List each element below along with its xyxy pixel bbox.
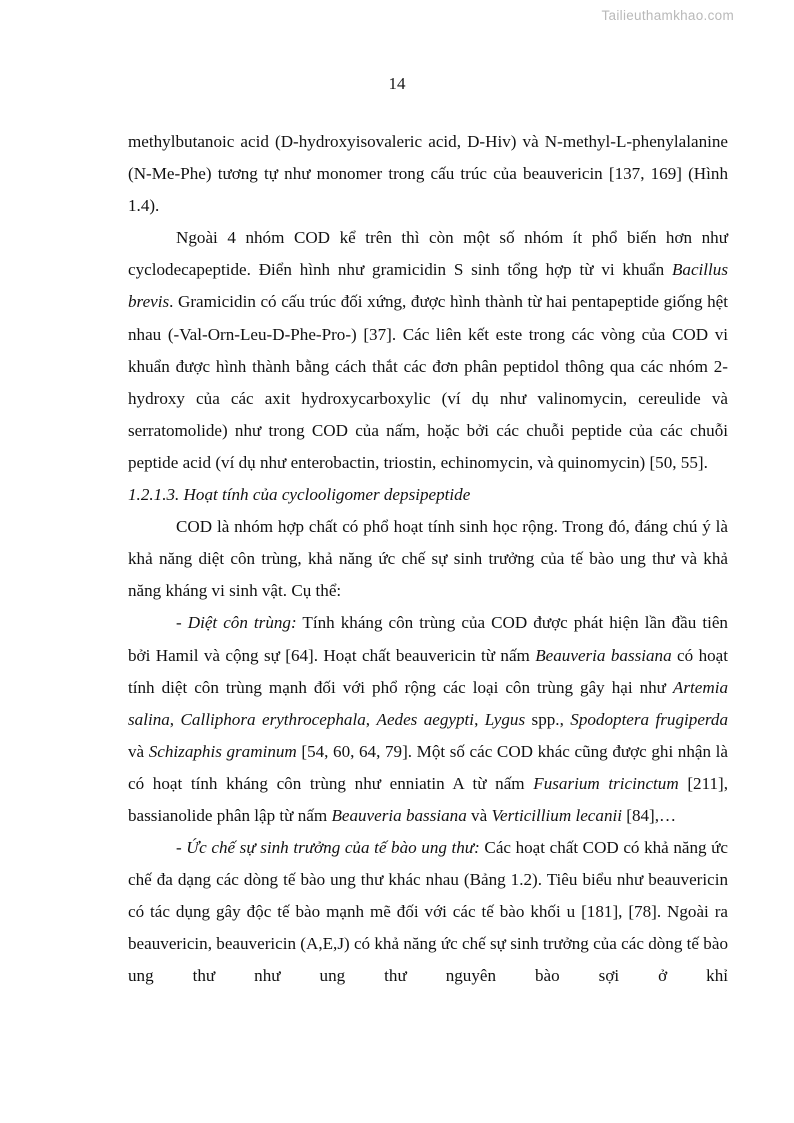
paragraph-continuation: methylbutanoic acid (D-hydroxyisovaleric acid, D-Hiv) và N-methyl-L-phenylalanine (N-Me-Phe) tương tự như monomer trong cấu trúc của beauvericin [137, 169] (Hình 1.4). [128, 132, 728, 216]
paragraph-insecticidal: - Diệt côn trùng: Tính kháng côn trùng của COD được phát hiện lần đầu tiên bởi Hamil và cộng sự [64]. Hoạt chất beauvericin từ nấm Beauveria bassiana có hoạt tính diệt côn trùng mạnh đối với phổ rộng các loại côn trùng gây hại như Artemia salina, Calliphora erythrocephala, Aedes aegypti, Lygus spp., Spodoptera frugiperda và Schizaphis graminum [54, 60, 64, 79]. Một số các COD khác cũng được ghi nhận là có hoạt tính kháng côn trùng như enniatin A từ nấm Fusarium tricinctum [211], bassianolide phân lập từ nấm Beauveria bassiana và Verticillium lecanii [84],… [128, 613, 729, 825]
paragraph-anticancer: - Ức chế sự sinh trưởng của tế bào ung thư: Các hoạt chất COD có khả năng ức chế đa dạng các dòng tế bào ung thư khác nhau (Bảng 1.2). Tiêu biểu như beauvericin có tác dụng gây độc tế bào mạnh mẽ đối với các tế bào khối u [181], [78]. Ngoài ra beauvericin, beauvericin (A,E,J) có khả năng ức chế sự sinh trưởng của các dòng tế bào ung thư như ung thư nguyên bào sợi ở khỉ [128, 838, 729, 986]
section-heading-1-2-1-3: 1.2.1.3. Hoạt tính của cyclooligomer depsipeptide [128, 485, 471, 505]
page-number: 14 [388, 74, 406, 93]
paragraph-cod-groups: Ngoài 4 nhóm COD kể trên thì còn một số nhóm ít phổ biến hơn như cyclodecapeptide. Điển hình như gramicidin S sinh tổng hợp từ vi khuẩn Bacillus brevis. Gramicidin có cấu trúc đối xứng, được hình thành từ hai pentapeptide giống hệt nhau (-Val-Orn-Leu-D-Phe-Pro-) [37]. Các liên kết este trong các vòng của COD vi khuẩn được hình thành bằng cách thắt các đơn phân peptidol thông qua các nhóm 2-hydroxy của các axit hydroxycarboxylic (ví dụ như valinomycin, cereulide và serratomolide) như trong COD của nấm, hoặc bởi các chuỗi peptide của các chuỗi peptide acid (ví dụ như enterobactin, triostin, echinomycin, và quinomycin) [50, 55]. [128, 228, 728, 472]
paragraph-bioactivity-intro: COD là nhóm hợp chất có phổ hoạt tính sinh học rộng. Trong đó, đáng chú ý là khả năng diệt côn trùng, khả năng ức chế sự sinh trưởng của tế bào ung thư và khả năng kháng vi sinh vật. Cụ thể: [128, 517, 728, 601]
page-body [128, 126, 728, 993]
watermark-text: Tailieuthamkhao.com [601, 8, 734, 23]
